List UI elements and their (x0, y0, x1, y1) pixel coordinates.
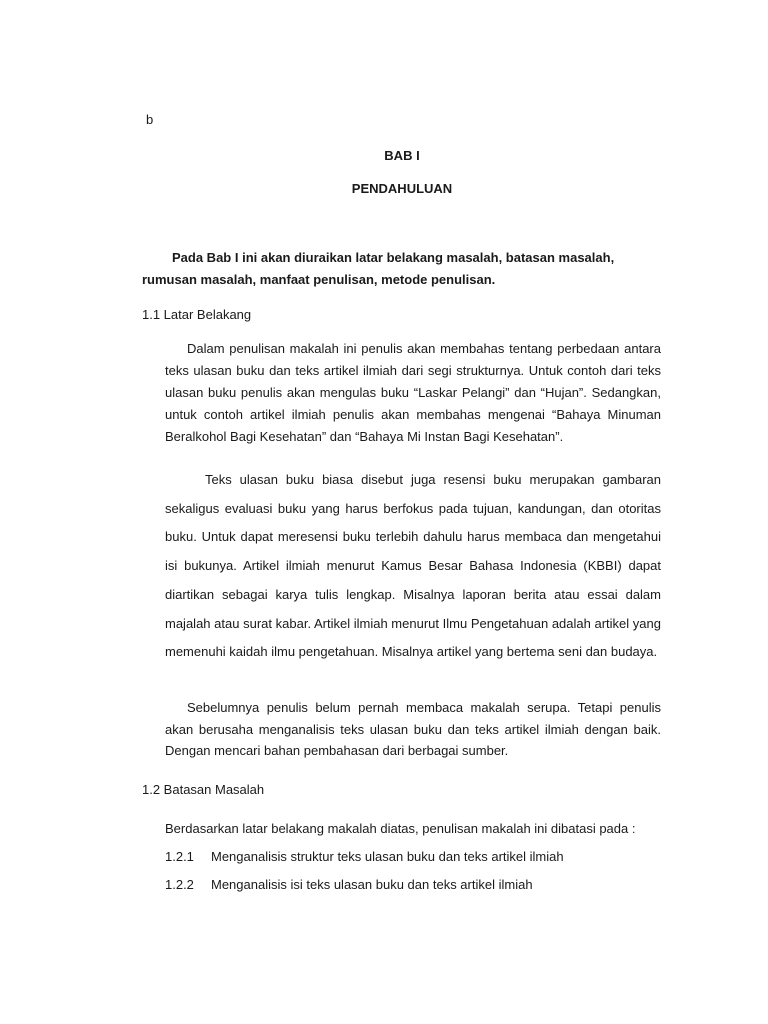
stray-character: b (146, 112, 154, 127)
list-item (165, 849, 564, 864)
section-heading-1-1: 1.1 Latar Belakang (142, 307, 252, 322)
body-paragraph-3: Sebelumnya penulis belum pernah membaca makalah serupa. Tetapi penulis akan berusaha menganalisis teks ulasan buku dan teks artikel ilmiah dengan baik. Dengan mencari bahan pembahasan dari berbagai sumber. (165, 700, 661, 758)
chapter-number: BAB I (384, 148, 420, 163)
body-paragraph-2: Teks ulasan buku biasa disebut juga resensi buku merupakan gambaran sekaligus evaluasi buku yang harus berfokus pada tujuan, kandungan, dan otoritas buku. Untuk dapat meresensi buku terlebih dahulu harus membaca dan mengetahui isi bukunya. Artikel ilmiah menurut Kamus Besar Bahasa Indonesia (KBBI) dapat diartikan sebagai karya tulis lengkap. Misalnya laporan berita atau essai dalam majalah atau surat kabar. Artikel ilmiah menurut Ilmu Pengetahuan adalah artikel yang memenuhi kaidah ilmu pengetahuan. Misalnya artikel yang bertema seni dan budaya. (165, 472, 661, 660)
intro-paragraph: Pada Bab I ini akan diuraikan latar belakang masalah, batasan masalah, rumusan masalah, manfaat penulisan, metode penulisan. (142, 250, 615, 287)
section-heading-1-2: 1.2 Batasan Masalah (142, 782, 265, 797)
list-item-text: Menganalisis struktur teks ulasan buku dan teks artikel ilmiah (211, 849, 564, 864)
list-item-number: 1.2.2 (165, 877, 194, 892)
list-item-text: Menganalisis isi teks ulasan buku dan teks artikel ilmiah (211, 877, 533, 892)
section-1-2-lead: Berdasarkan latar belakang makalah diatas, penulisan makalah ini dibatasi pada : (165, 821, 636, 836)
list-item-number: 1.2.1 (165, 849, 194, 864)
list-item (165, 877, 533, 892)
chapter-title: PENDAHULUAN (351, 181, 453, 196)
body-paragraph-1: Dalam penulisan makalah ini penulis akan membahas tentang perbedaan antara teks ulasan buku dan teks artikel ilmiah dari segi strukturnya. Untuk contoh dari teks ulasan buku penulis akan mengulas buku “Laskar Pelangi” dan “Hujan”. Sedangkan, untuk contoh artikel ilmiah penulis akan membahas mengenai “Bahaya Minuman Beralkohol Bagi Kesehatan” dan “Bahaya Mi Instan Bagi Kesehatan”. (165, 341, 661, 444)
